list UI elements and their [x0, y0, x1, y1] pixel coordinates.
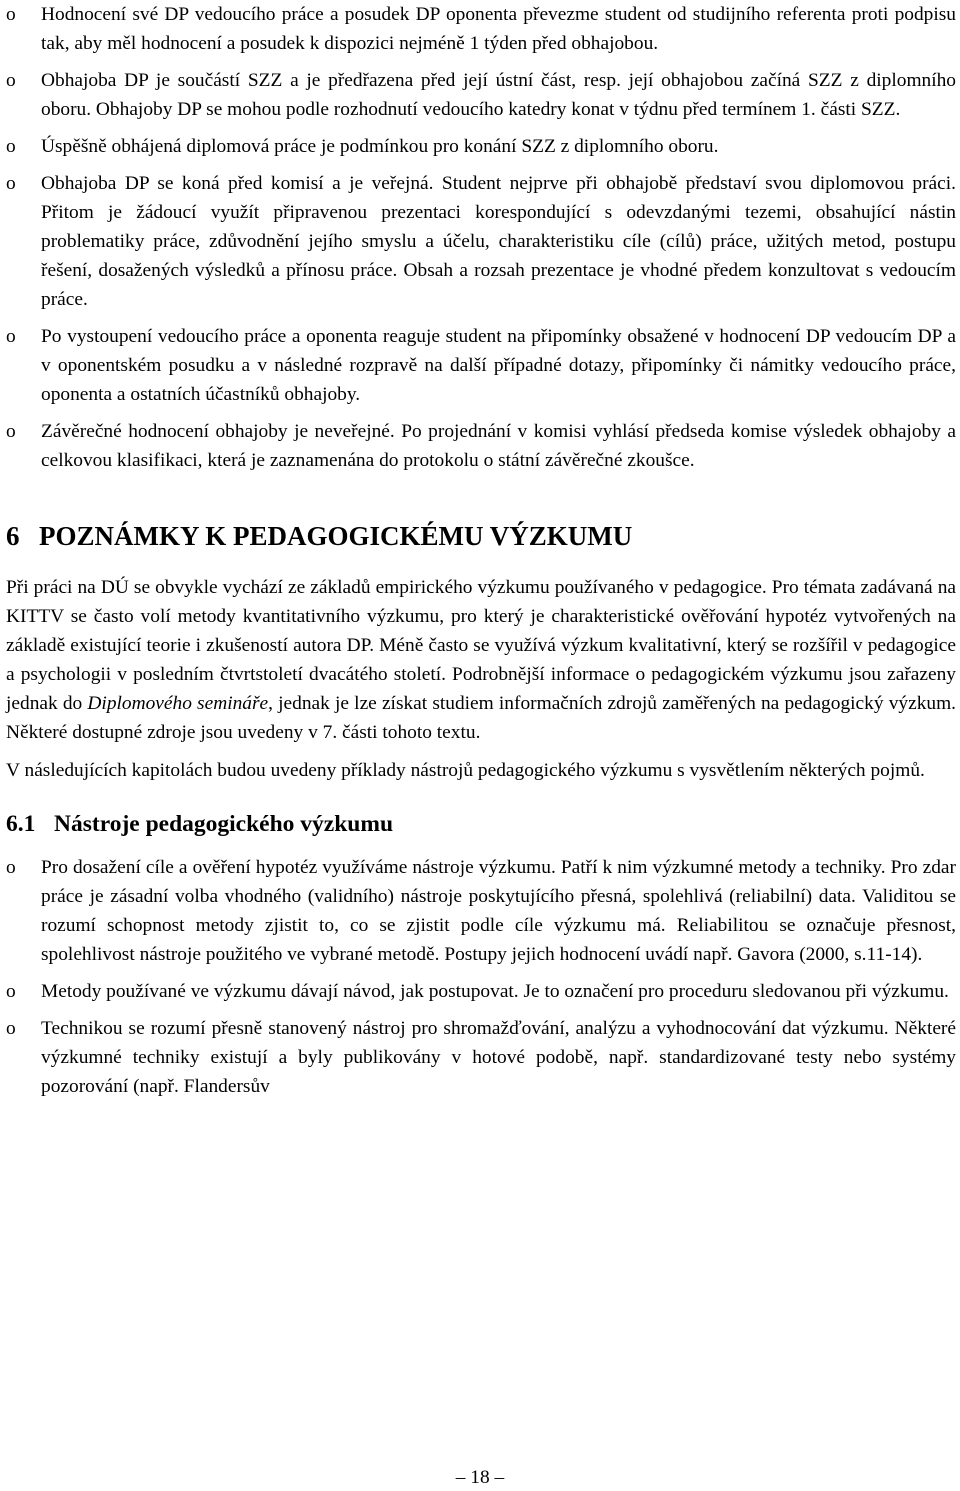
document-page: [6, 0, 956, 1109]
list-item-text: Obhajoba DP je součástí SZZ a je předřazena před její ústní část, resp. její obhajobou začíná SZZ z diplomního oboru. Obhajoby DP se mohou podle rozhodnutí vedoucího katedry konat v týdnu před termínem 1. části SZZ.: [41, 70, 956, 120]
paragraph-text: , jednak je lze získat studiem informačních zdrojů zaměřených na pedagogický výzkum. Některé dostupné zdroje jsou uvedeny v 7. části tohoto textu.: [6, 693, 957, 743]
section-title: POZNÁMKY K PEDAGOGICKÉMU VÝZKUMU: [39, 521, 633, 551]
list-item: [6, 1014, 956, 1101]
bullet-list-research-tools: [6, 853, 956, 1101]
list-item: [6, 977, 956, 1006]
subsection-number: 6.1: [6, 811, 36, 837]
list-item-text: Obhajoba DP se koná před komisí a je veřejná. Student nejprve při obhajobě představí svou diplomovou práci. Přitom je žádoucí využít připravenou prezentaci korespondující s odevzdanými tezemi, obsahující nástin problematiky práce, zdůvodnění jejího smyslu a účelu, charakteristiku cíle (cílů) práce, užitých metod, postupu řešení, dosažených výsledků a přínosu práce. Obsah a rozsah prezentace je vhodné předem konzultovat s vedoucím práce.: [41, 173, 956, 310]
bullet-marker: o: [6, 981, 16, 1002]
list-item: [6, 417, 956, 475]
list-item: [6, 132, 956, 161]
bullet-marker: o: [6, 326, 16, 347]
list-item: [6, 66, 956, 124]
list-item: [6, 322, 956, 409]
list-item-text: Pro dosažení cíle a ověření hypotéz využíváme nástroje výzkumu. Patří k nim výzkumné metody a techniky. Pro zdar práce je zásadní volba vhodného (validního) nástroje poskytujícího přesná, spolehlivá (reliabilní) data. Validitou se rozumí schopnost metody zjistit to, co se zjistit podle cíle výzkumu má. Reliabilitou se označuje přesnost, spolehlivost nástroje použitého ve vybrané metodě. Postupy jejich hodnocení uvádí např. Gavora (2000, s.11-14).: [41, 857, 956, 965]
section-number: 6: [6, 521, 20, 551]
list-item-text: Po vystoupení vedoucího práce a oponenta reaguje student na připomínky obsažené v hodnocení DP vedoucím DP a v oponentském posudku a v následné rozpravě na další případné dotazy, připomínky či námitky vedoucího práce, oponenta a ostatních účastníků obhajoby.: [41, 326, 956, 405]
section-heading-6: [6, 519, 956, 553]
list-item-text: Metody používané ve výzkumu dávají návod, jak postupovat. Je to označení pro proceduru sledovanou při výzkumu.: [41, 981, 949, 1002]
page-number: – 18 –: [455, 1467, 505, 1488]
list-item-text: Technikou se rozumí přesně stanovený nástroj pro shromažďování, analýzu a vyhodnocování dat výzkumu. Některé výzkumné techniky existují a byly publikovány v hotové podobě, např. standardizované testy nebo systémy pozorování (např. Flandersův: [41, 1018, 956, 1097]
bullet-marker: o: [6, 173, 16, 194]
list-item: [6, 169, 956, 314]
bullet-marker: o: [6, 421, 16, 442]
bullet-marker: o: [6, 70, 16, 91]
bullet-marker: o: [6, 857, 16, 878]
italic-seminar-name: Diplomového semináře: [87, 693, 269, 714]
list-item-text: Úspěšně obhájená diplomová práce je podmínkou pro konání SZZ z diplomního oboru.: [41, 136, 719, 157]
bullet-list-defense: [6, 0, 956, 475]
bullet-marker: o: [6, 4, 16, 25]
list-item: [6, 0, 956, 58]
list-item-text: Hodnocení své DP vedoucího práce a posudek DP oponenta převezme student od studijního referenta proti podpisu tak, aby měl hodnocení a posudek k dispozici nejméně 1 týden před obhajobou.: [41, 4, 956, 54]
list-item-text: Závěrečné hodnocení obhajoby je neveřejné. Po projednání v komisi vyhlásí předseda komise výsledek obhajoby a celkovou klasifikaci, která je zaznamenána do protokolu o státní závěrečné zkoušce.: [41, 421, 956, 471]
bullet-marker: o: [6, 1018, 16, 1039]
subsection-title: Nástroje pedagogického výzkumu: [54, 811, 394, 837]
bullet-marker: o: [6, 136, 16, 157]
paragraph-research-intro: [6, 573, 956, 747]
paragraph-text: Při práci na DÚ se obvykle vychází ze základů empirického výzkumu používaného v pedagogice. Pro témata zadávaná na KITTV se často volí metody kvantitativního výzkumu, pro který je charakteristické ověřování hypotéz vytvořených na základě existující teorie i zkušeností autora DP. Méně často se využívá výzkum kvalitativní, který se rozšířil v pedagogice a psychologii v posledním čtvrtstoletí dvacátého století. Podrobnější informace o pedagogickém výzkumu jsou zařazeny jednak do: [6, 577, 956, 714]
list-item: [6, 853, 956, 969]
paragraph-following-chapters: V následujících kapitolách budou uvedeny příklady nástrojů pedagogického výzkumu s vysvětlením některých pojmů.: [6, 760, 925, 781]
subsection-heading-6-1: [6, 809, 956, 839]
